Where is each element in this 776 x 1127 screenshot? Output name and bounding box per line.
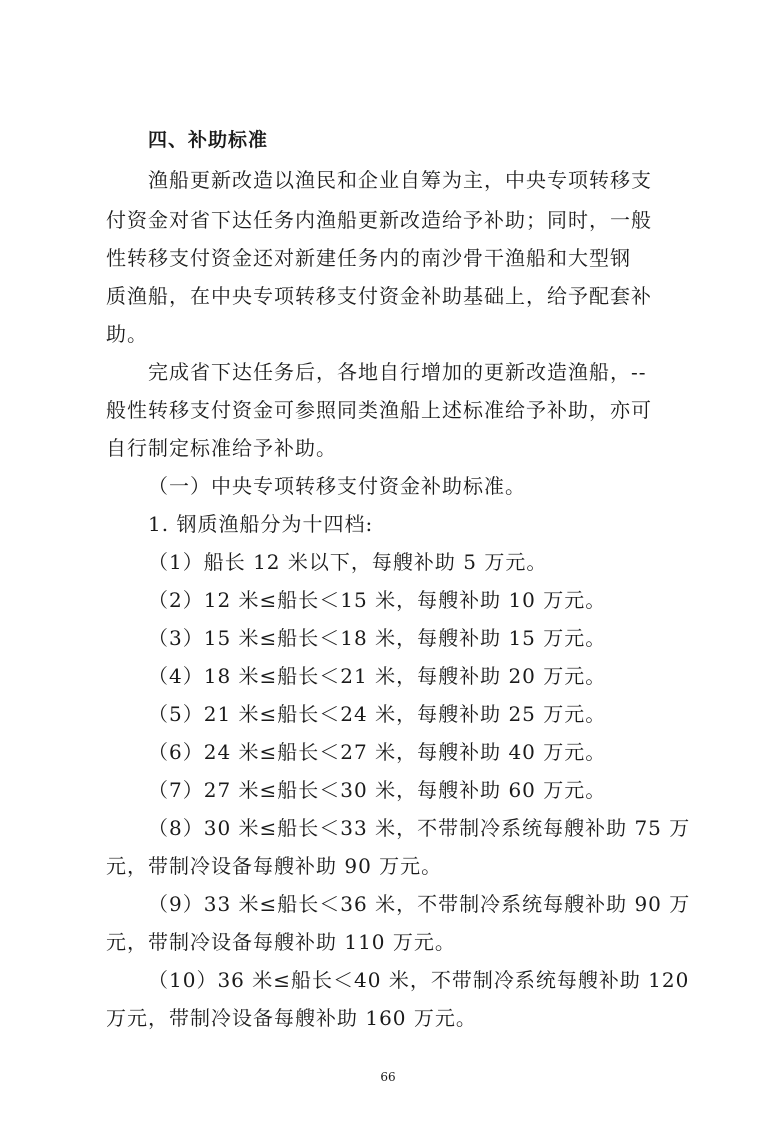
list-item-continuation: 万元，带制冷设备每艘补助 160 万元。: [106, 1006, 477, 1030]
subsection-heading: （一）中央专项转移支付资金补助标准。: [148, 474, 526, 498]
paragraph-line: 自行制定标准给予补助。: [106, 436, 337, 460]
list-item: （6）24 米≤船长＜27 米，每艘补助 40 万元。: [148, 740, 607, 764]
paragraph-line: 质渔船，在中央专项转移支付资金补助基础上，给予配套补: [106, 284, 652, 308]
paragraph-line: 性转移支付资金还对新建任务内的南沙骨干渔船和大型钢: [106, 246, 631, 270]
list-item: （9）33 米≤船长＜36 米，不带制冷系统每艘补助 90 万: [148, 892, 691, 916]
paragraph-line: 完成省下达任务后，各地自行增加的更新改造渔船，--: [148, 360, 647, 384]
list-item: （1）船长 12 米以下，每艘补助 5 万元。: [148, 550, 548, 574]
list-item: （8）30 米≤船长＜33 米，不带制冷系统每艘补助 75 万: [148, 816, 691, 840]
list-item: （5）21 米≤船长＜24 米，每艘补助 25 万元。: [148, 702, 607, 726]
paragraph-line: 渔船更新改造以渔民和企业自筹为主，中央专项转移支: [148, 168, 652, 192]
paragraph-line: 付资金对省下达任务内渔船更新改造给予补助；同时，一般: [106, 208, 652, 232]
section-heading: 四、补助标准: [148, 129, 269, 151]
list-item: （10）36 米≤船长＜40 米，不带制冷系统每艘补助 120: [148, 968, 690, 992]
list-item-continuation: 元，带制冷设备每艘补助 90 万元。: [106, 854, 443, 878]
paragraph-line: 般性转移支付资金可参照同类渔船上述标准给予补助，亦可: [106, 398, 652, 422]
paragraph-line: 助。: [106, 322, 148, 346]
list-item: （3）15 米≤船长＜18 米，每艘补助 15 万元。: [148, 626, 607, 650]
list-item: （2）12 米≤船长＜15 米，每艘补助 10 万元。: [148, 588, 607, 612]
list-intro: 1. 钢质渔船分为十四档:: [148, 512, 374, 536]
page-number: 66: [380, 1070, 396, 1084]
list-item: （7）27 米≤船长＜30 米，每艘补助 60 万元。: [148, 778, 607, 802]
list-item-continuation: 元，带制冷设备每艘补助 110 万元。: [106, 930, 456, 954]
list-item: （4）18 米≤船长＜21 米，每艘补助 20 万元。: [148, 664, 607, 688]
